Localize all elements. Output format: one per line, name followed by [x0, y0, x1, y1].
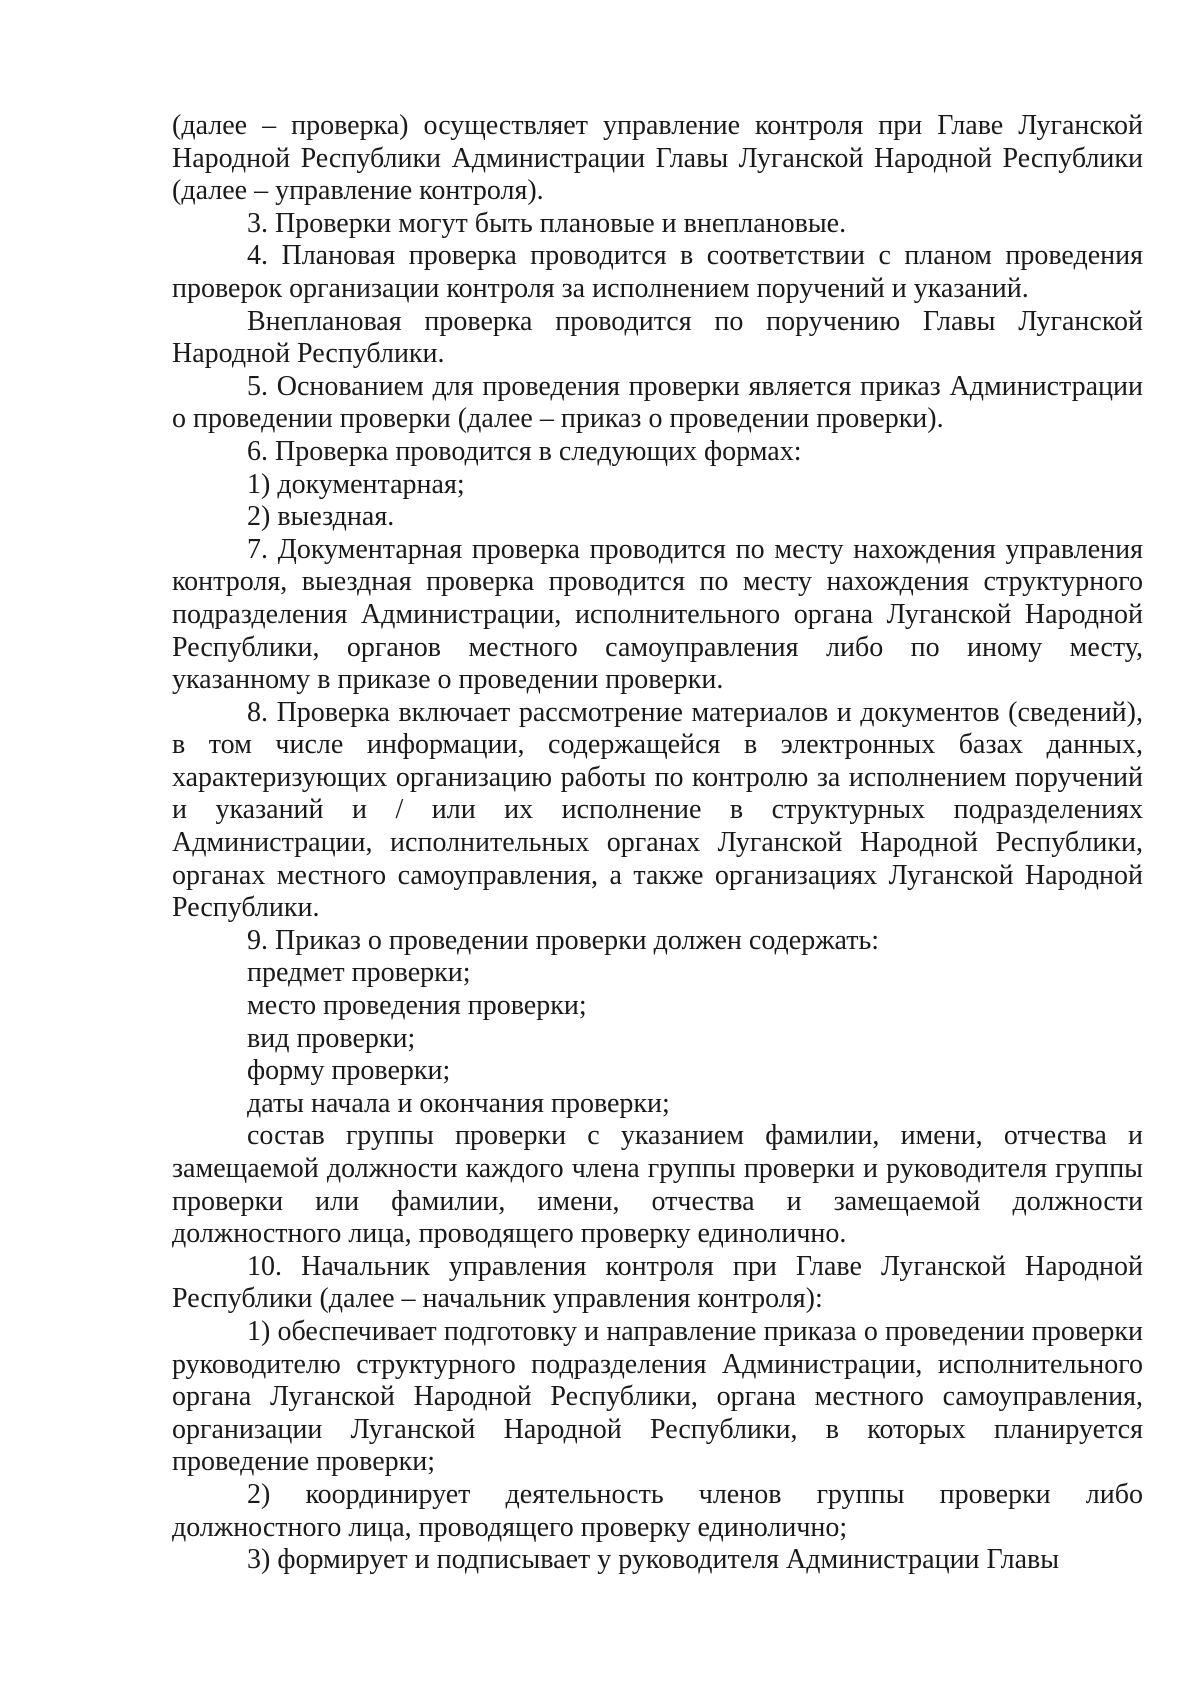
paragraph-unscheduled-check: Внеплановая проверка проводится по поручению Главы Луганской Народной Республики.	[172, 305, 1143, 370]
paragraph-item-9: 9. Приказ о проведении проверки должен содержать:	[247, 924, 880, 956]
paragraph-item-5: 5. Основанием для проведения проверки является приказ Администрации о проведении проверки (далее – приказ о проведении проверки).	[172, 370, 1143, 435]
list-item-duty-2: 2) координирует деятельность членов группы проверки либо должностного лица, проводящего проверку единолично;	[172, 1478, 1143, 1543]
document-body	[172, 110, 1143, 1577]
list-item-type: вид проверки;	[247, 1022, 416, 1054]
list-item-duty-3: 3) формирует и подписывает у руководителя Администрации Главы	[247, 1544, 1060, 1576]
paragraph-continuation: (далее – проверка) осуществляет управление контроля при Главе Луганской Народной Республики Администрации Главы Луганской Народной Республики (далее – управление контроля).	[172, 110, 1143, 207]
paragraph-item-10: 10. Начальник управления контроля при Главе Луганской Народной Республики (далее – начальник управления контроля):	[172, 1250, 1143, 1315]
list-item-onsite: 2) выездная.	[247, 501, 395, 533]
list-item-subject: предмет проверки;	[247, 957, 471, 989]
list-item-form: форму проверки;	[247, 1055, 451, 1087]
list-item-place: место проведения проверки;	[247, 990, 587, 1022]
list-item-group-composition: состав группы проверки с указанием фамилии, имени, отчества и замещаемой должности каждого члена группы проверки и руководителя группы проверки или фамилии, имени, отчества и замещаемой должности должностного лица, проводящего проверку единолично.	[172, 1120, 1143, 1250]
paragraph-item-6: 6. Проверка проводится в следующих формах:	[247, 435, 802, 467]
list-item-dates: даты начала и окончания проверки;	[247, 1087, 670, 1119]
paragraph-item-8: 8. Проверка включает рассмотрение материалов и документов (сведений), в том числе информации, содержащейся в электронных базах данных, характеризующих организацию работы по контролю за исполнением поручений и указаний и / или их исполнение в структурных подразделениях Администрации, исполнительных органах Луганской Народной Республики, органах местного самоуправления, а также организациях Луганской Народной Республики.	[172, 696, 1143, 924]
list-item-duty-1: 1) обеспечивает подготовку и направление приказа о проведении проверки руководителю структурного подразделения Администрации, исполнительного органа Луганской Народной Республики, органа местного самоуправления, организации Луганской Народной Республики, в которых планируется проведение проверки;	[172, 1315, 1143, 1478]
paragraph-item-3: 3. Проверки могут быть плановые и внеплановые.	[247, 207, 847, 239]
paragraph-item-4: 4. Плановая проверка проводится в соответствии с планом проведения проверок организации контроля за исполнением поручений и указаний.	[172, 240, 1143, 304]
paragraph-item-7: 7. Документарная проверка проводится по месту нахождения управления контроля, выездная проверка проводится по месту нахождения структурного подразделения Администрации, исполнительного органа Луганской Народной Республики, органов местного самоуправления либо по иному месту, указанному в приказе о проведении проверки.	[172, 533, 1143, 696]
list-item-documentary: 1) документарная;	[247, 468, 465, 500]
